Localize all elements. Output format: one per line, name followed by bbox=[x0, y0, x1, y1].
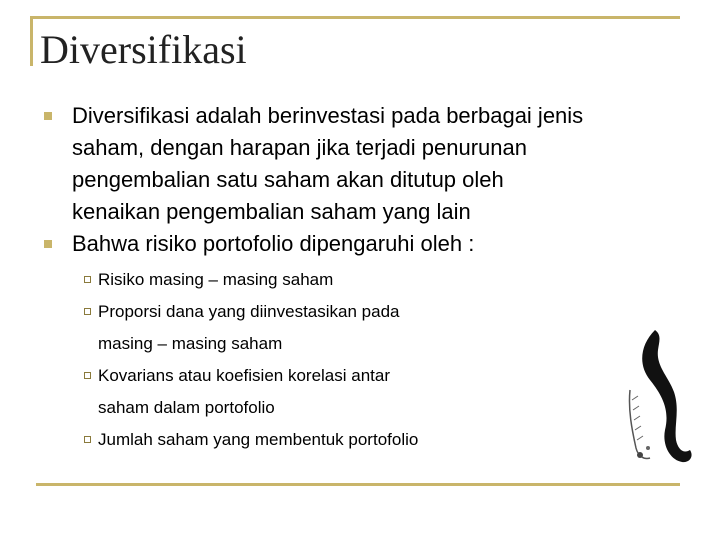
bullet-line: saham, dengan harapan jika terjadi penurunan bbox=[72, 135, 527, 160]
sub-bullet-line: masing – masing saham bbox=[98, 334, 283, 353]
bullet-line: pengembalian satu saham akan ditutup oleh bbox=[72, 167, 504, 192]
calligraphy-icon bbox=[610, 320, 700, 470]
bullet-line: Bahwa risiko portofolio dipengaruhi oleh : bbox=[72, 231, 475, 256]
sub-bullet-line: Kovarians atau koefisien korelasi antar bbox=[98, 366, 390, 385]
hollow-square-bullet-icon bbox=[84, 276, 91, 283]
bullet-line: kenaikan pengembalian saham yang lain bbox=[72, 199, 471, 224]
hollow-square-bullet-icon bbox=[84, 308, 91, 315]
square-bullet-icon bbox=[44, 112, 52, 120]
hollow-square-bullet-icon bbox=[84, 372, 91, 379]
frame-top-rule bbox=[30, 16, 680, 19]
slide-title: Diversifikasi bbox=[40, 27, 247, 72]
bullet-line: Diversifikasi adalah berinvestasi pada berbagai jenis bbox=[72, 103, 584, 128]
hollow-square-bullet-icon bbox=[84, 436, 91, 443]
square-bullet-icon bbox=[44, 240, 52, 248]
sub-bullet-line: Proporsi dana yang diinvestasikan pada bbox=[98, 302, 400, 321]
sub-bullet-line: Jumlah saham yang membentuk portofolio bbox=[98, 430, 419, 449]
frame-bottom-rule bbox=[36, 483, 680, 486]
frame-left-rule bbox=[30, 16, 33, 66]
sub-bullet-line: saham dalam portofolio bbox=[98, 398, 275, 417]
sub-bullet-line: Risiko masing – masing saham bbox=[98, 270, 334, 289]
